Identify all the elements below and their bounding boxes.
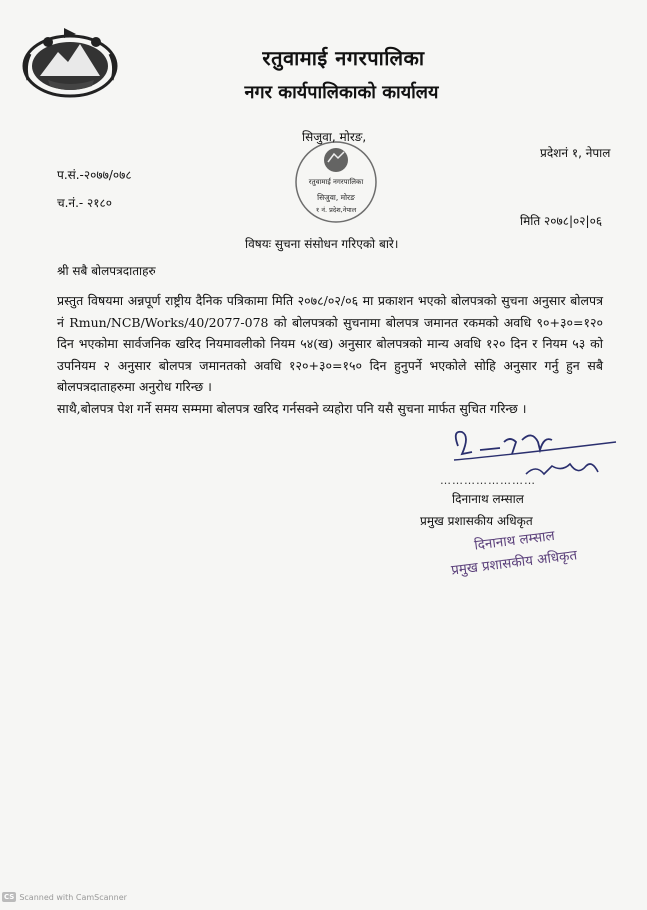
province-label: प्रदेशनं १, नेपाल <box>540 146 611 160</box>
dispatch-number: च.नं.- २१८० <box>57 196 113 210</box>
stamp-line-1: रतुवामाई नगरपालिका <box>308 178 364 186</box>
office-name: नगर कार्यपालिकाको कार्यालय <box>244 82 439 103</box>
camscanner-icon: CS <box>4 893 15 901</box>
scanner-watermark <box>2 892 127 902</box>
letter-subject: विषयः सुचना संसोधन गरिएको बारे। <box>245 237 399 251</box>
signatory-title: प्रमुख प्रशासकीय अधिकृत <box>420 514 533 528</box>
reference-number: प.सं.-२०७७/०७८ <box>57 168 132 182</box>
office-stamp <box>292 138 380 226</box>
letter-body <box>57 290 603 419</box>
stamp-line-3: १ नं. प्रदेश,नेपाल <box>315 206 357 214</box>
signatory-name: दिनानाथ लम्साल <box>452 492 524 506</box>
name-seal-stamp <box>447 518 613 593</box>
seal-title: प्रमुख प्रशासकीय अधिकृत <box>450 547 578 579</box>
body-paragraph-2: साथै,बोलपत्र पेश गर्ने समय सम्ममा बोलपत्र खरिद गर्नसक्ने व्यहोरा पनि यसै सुचना मार्फत सुचित गरिन्छ । <box>57 400 527 416</box>
letter-date: मिति २०७८|०२|०६ <box>520 214 603 228</box>
stamp-line-2: सिजुवा, मोरङ <box>317 193 355 202</box>
scanner-text: Scanned with CamScanner <box>19 892 127 902</box>
office-address: सिजुवा, मोरङ, <box>302 130 367 144</box>
salutation: श्री सबै बोलपत्रदाताहरु <box>57 264 156 278</box>
body-paragraph-1: प्रस्तुत विषयमा अन्नपूर्ण राष्ट्रीय दैनिक पत्रिकामा मिति २०७८/०२/०६ मा प्रकाशन भएको बोलपत्रको सुचना अनुसार बोलपत्र नं Rmun/NCB/Works/40/2077-078 को बोलपत्रको सुचनामा बोलपत्र जमानत रकमको अवधि ९०+३०=१२० दिन भएकोमा सार्वजनिक खरिद नियमावलीको नियम ५४(ख) अनुसार बोलपत्रको मान्य अवधि १२० दिन र नियम ५३ को उपनियम २ अनुसार बोलपत्र जमानतको अवधि १२०+३०=१५० दिन हुनुपर्ने भएकोले सोहि अनुसार गर्नु हुन सबै बोलपत्रदाताहरुमा अनुरोध गरिन्छ । <box>57 293 603 394</box>
municipality-name: रतुवामाई नगरपालिका <box>262 46 425 70</box>
signature-line: …………………… <box>440 474 536 487</box>
seal-name: दिनानाथ लम्साल <box>473 527 556 554</box>
